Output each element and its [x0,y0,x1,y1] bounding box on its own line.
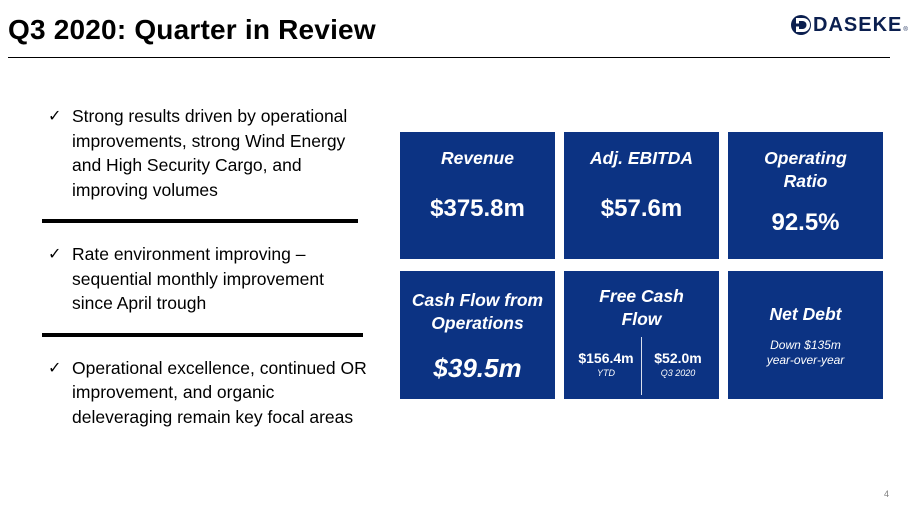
fcf-ytd [572,350,640,378]
fcf-divider [641,337,642,395]
check-icon: ✓ [48,106,62,125]
tile-label-line1: Operating [764,148,847,168]
fcf-ytd-value: $156.4m [578,350,634,366]
check-icon: ✓ [48,244,62,263]
tile-label-line2: Operations [431,313,524,333]
logo-text: DASEKE [813,13,903,36]
tile-label-line1: Cash Flow from [411,290,544,310]
net-debt-tile [728,271,883,399]
page-title: Q3 2020: Quarter in Review [8,14,376,45]
tile-label: Adj. EBITDA [589,148,694,168]
tile-label-line2: Ratio [783,171,828,191]
logo-registered-mark: ® [903,27,908,33]
tile-label: Net Debt [769,304,842,324]
tile-sub-line2: year-over-year [766,353,845,367]
bullet-text: Strong results driven by operational improvements, strong Wind Energy and High Security Cargo, and improving volumes [72,106,348,200]
bullet-item [48,356,368,430]
tile-label-line2: Flow [621,309,662,329]
fcf-q3-label: Q3 2020 [660,368,696,378]
fcf-q3 [644,350,712,378]
bullet-item [48,104,368,202]
daseke-logo [790,12,908,38]
tile-value: $57.6m [600,195,683,222]
tile-label: Revenue [441,148,514,168]
check-icon: ✓ [48,357,62,377]
free-cash-flow-tile [564,271,719,399]
fcf-q3-value: $52.0m [654,350,702,366]
tile-value: $39.5m [433,353,522,383]
cash-flow-operations-tile [400,271,555,399]
bullet-text: Rate environment improving – sequential monthly improvement since April trough [72,244,324,313]
tile-label-line1: Free Cash [599,286,684,306]
fcf-ytd-label: YTD [597,368,615,378]
bullet-divider [42,219,358,223]
revenue-tile [400,132,555,259]
bullet-item [48,242,368,316]
adj-ebitda-tile [564,132,719,259]
bullet-list [48,104,368,429]
tile-value: $375.8m [430,195,525,222]
logo-mark-icon [790,14,812,36]
tile-sub-line1: Down $135m [770,338,841,352]
bullet-divider [42,333,363,337]
page-number: 4 [884,489,890,499]
bullet-text: Operational excellence, continued OR improvement, and organic deleveraging remain key focal areas [72,357,367,427]
tile-value: 92.5% [771,209,840,236]
title-divider [8,57,890,58]
operating-ratio-tile [728,132,883,259]
